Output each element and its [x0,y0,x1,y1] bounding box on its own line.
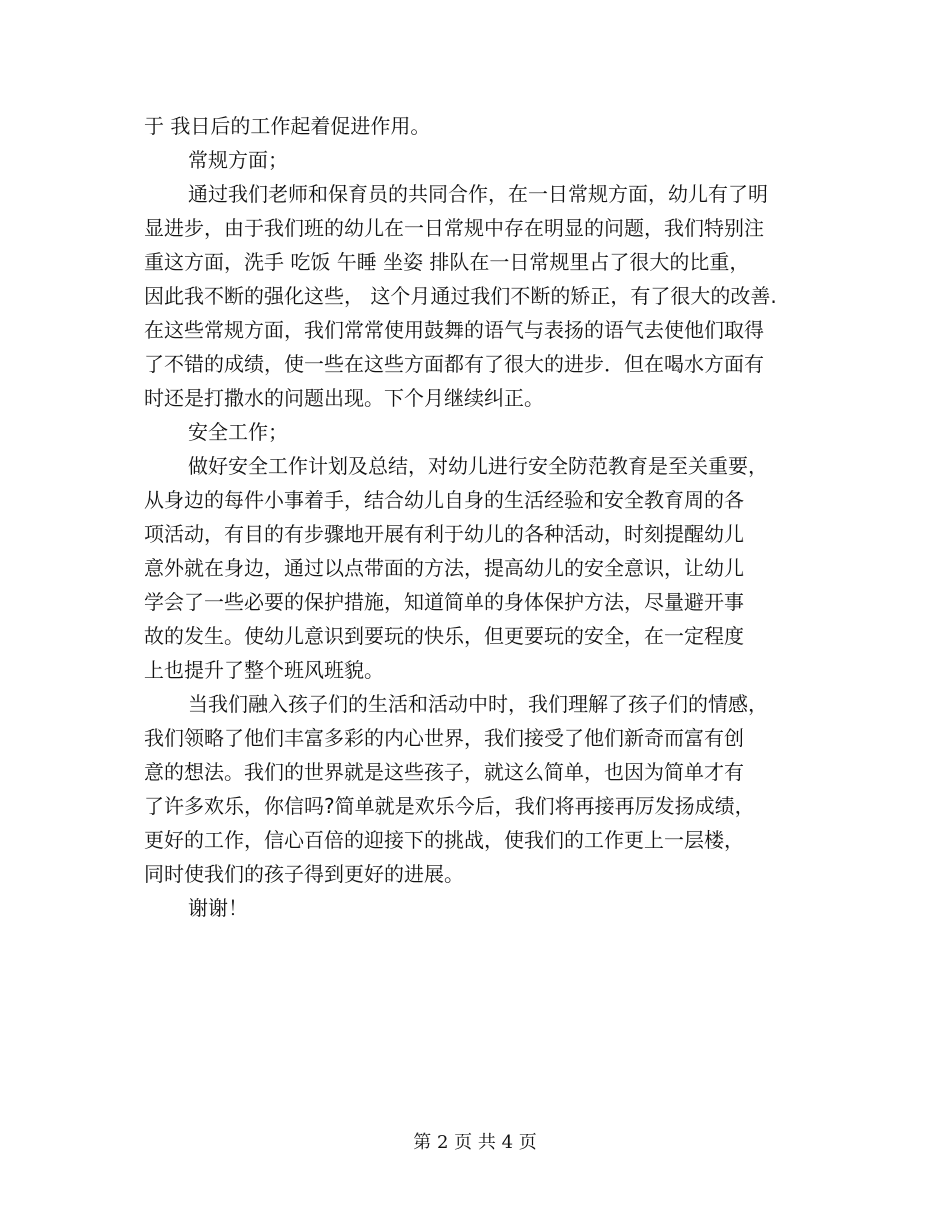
text-line: 重这方面，洗手 吃饭 午睡 坐姿 排队在一日常规里占了很大的比重， [144,250,750,274]
text-line: 时还是打撒水的问题出现。下个月继续纠正。 [144,386,544,410]
text-line: 同时使我们的孩子得到更好的进展。 [144,862,464,886]
text-line: 意外就在身边，通过以点带面的方法，提高幼儿的安全意识，让幼儿 [144,556,744,580]
text-line: 意的想法。我们的世界就是这些孩子，就这么简单，也因为简单才有 [144,760,744,784]
text-line: 故的发生。使幼儿意识到要玩的快乐，但更要玩的安全，在一定程度 [144,624,744,648]
document-body [144,109,814,925]
text-line: 了许多欢乐，你信吗?简单就是欢乐今后，我们将再接再厉发扬成绩， [144,794,755,818]
text-line: 从身边的每件小事着手，结合幼儿自身的生活经验和安全教育周的各 [144,488,744,512]
text-line: 当我们融入孩子们的生活和活动中时，我们理解了孩子们的情感， [188,692,768,716]
text-line: 上也提升了整个班风班貌。 [144,658,384,682]
text-line: 显进步，由于我们班的幼儿在一日常规中存在明显的问题，我们特别注 [144,216,764,240]
text-line: 在这些常规方面，我们常常使用鼓舞的语气与表扬的语气去使他们取得 [144,318,764,342]
text-line: 做好安全工作计划及总结，对幼儿进行安全防范教育是至关重要， [188,454,768,478]
text-line: 更好的工作，信心百倍的迎接下的挑战，使我们的工作更上一层楼， [144,828,744,852]
text-line: 项活动，有目的有步骤地开展有利于幼儿的各种活动，时刻提醒幼儿 [144,522,744,546]
text-line: 我们领略了他们丰富多彩的内心世界，我们接受了他们新奇而富有创 [144,726,744,750]
section-heading-routine: 常规方面； [188,148,288,172]
closing-thanks: 谢谢！ [188,896,248,920]
text-line: 学会了一些必要的保护措施，知道简单的身体保护方法，尽量避开事 [144,590,744,614]
text-line: 通过我们老师和保育员的共同合作，在一日常规方面，幼儿有了明 [188,182,768,206]
text-line: 于 我日后的工作起着促进作用。 [144,114,431,138]
text-line: 了不错的成绩，使一些在这些方面都有了很大的进步．但在喝水方面有 [144,352,764,376]
section-heading-safety: 安全工作； [188,420,288,444]
page-number-footer: 第 2 页 共 4 页 [413,1132,537,1153]
text-line: 因此我不断的强化这些， 这个月通过我们不断的矫正，有了很大的改善. [144,284,777,308]
